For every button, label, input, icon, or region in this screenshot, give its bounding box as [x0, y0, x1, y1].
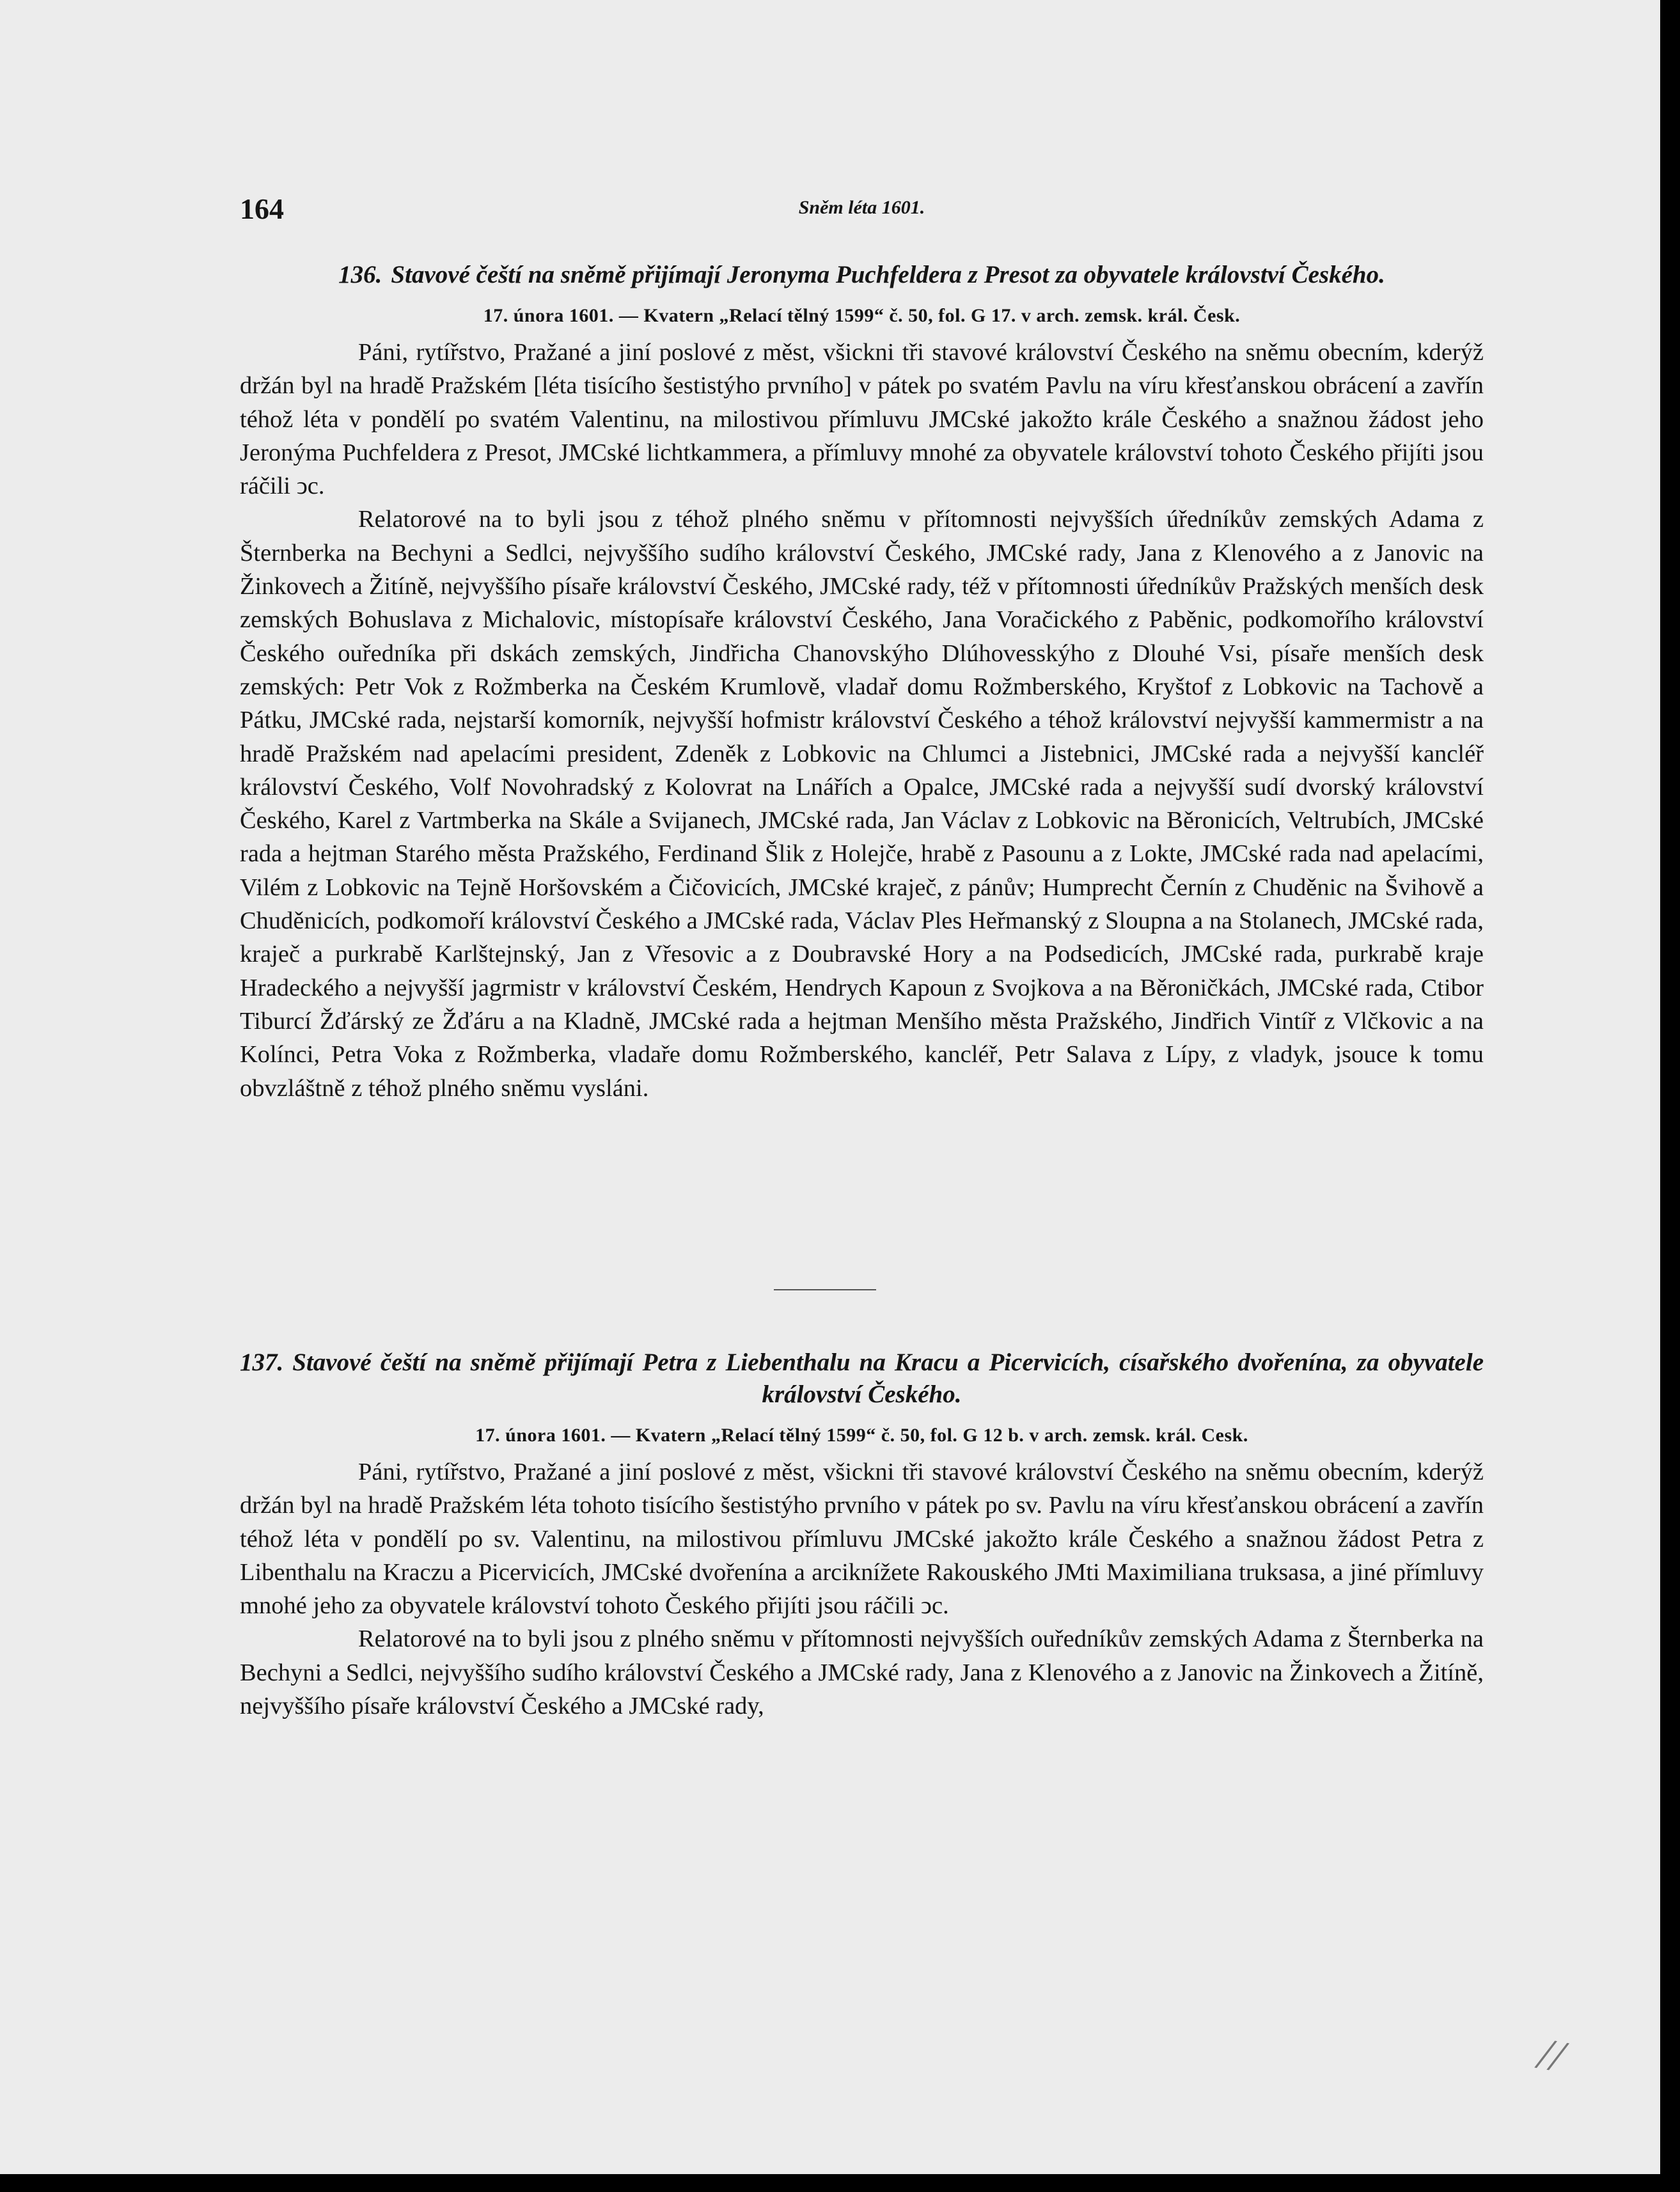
source-note: 17. února 1601. — Kvatern „Relací tělný 1599“ č. 50, fol. G 17. v arch. zemsk. král. Česk.: [483, 305, 1241, 326]
source-note: 17. února 1601. — Kvatern „Relací tělný 1599“ č. 50, fol. G 12 b. v arch. zemsk. král. Cesk.: [475, 1425, 1248, 1446]
page-number: 164: [240, 192, 284, 225]
pencil-mark: //: [1534, 2029, 1568, 2082]
document-136: [240, 259, 1484, 1105]
paragraph: Relatorové na to byli jsou z plného sněmu v přítomnosti nejvyšších ouředníkův zemských Adama z Šternberka na Bechyni a Sedlci, nejvyššího sudího království Českého a JMCské rady, Jana z Klenového a z Janovic na Žinkovech a Žitíně, nejvyššího písaře království Českého a JMCské rady,: [240, 1625, 1484, 1720]
document-title: Stavové čeští na sněmě přijímají Petra z Liebenthalu na Kracu a Picervicích, císařského dvořenína, za obyvatele království Českého.: [292, 1349, 1484, 1408]
paragraph: Páni, rytířstvo, Pražané a jiní poslové z měst, všickni tři stavové království Českého na sněmu obecním, kderýž držán byl na hradě Pražském léta tohoto tisícího šestistýho prvního v pátek po sv. Pavlu na víru křesťanskou obrácení a zavřín téhož léta v pondělí po sv. Valentinu, na milostivou přímluvu JMCské jakožto krále Českého a snažnou žádost Petra z Libenthalu na Kraczu a Picervicích, JMCské dvořenína a arciknížete Rakouského JMti Maximiliana truksasa, a jiné přímluvy mnohé jeho za obyvatele království tohoto Českého přijíti jsou ráčili ͻc.: [240, 1459, 1484, 1620]
paragraph: Páni, rytířstvo, Pražané a jiní poslové z měst, všickni tři stavové království Českého na sněmu obecním, kderýž držán byl na hradě Pražském [léta tisícího šestistýho prvního] v pátek po svatém Pavlu na víru křesťanskou obrácení a zavřín téhož léta v pondělí po svatém Valentinu, na milostivou přímluvu JMCské jakožto krále Českého a snažnou žádost jeho Jeronýma Puchfeldera z Presot, JMCské lichtkammera, a přímluvy mnohé za obyvatele království tohoto Českého přijíti jsou ráčili ͻc.: [240, 339, 1484, 500]
document-heading: [240, 259, 1484, 291]
running-head: Sněm léta 1601.: [798, 197, 925, 218]
document-heading: [240, 1347, 1484, 1411]
document-number: 137.: [240, 1349, 284, 1376]
paragraph: Relatorové na to byli jsou z téhož plného sněmu v přítomnosti nejvyšších úředníkův zemských Adama z Šternberka na Bechyni a Sedlci, nejvyššího sudího království Českého, JMCské rady, Jana z Klenového a z Janovic na Žinkovech a Žitíně, nejvyššího písaře království Českého, JMCské rady, též v přítomnosti úředníkův Pražských menších desk zemských Bohuslava z Michalovic, místopísaře království Českého, Jana Voračického z Paběnic, podkomořího království Českého ouředníka při dskách zemských, Jindřicha Chanovskýho Dlúhovesskýho z Dlouhé Vsi, písaře menších desk zemských: Petr Vok z Rožmberka na Českém Krumlově, vladař domu Rožmberského, Kryštof z Lobkovic na Tachově a Pátku, JMCské rada, nejstarší komorník, nejvyšší hofmistr království Českého a téhož království nejvyšší kammermistr a na hradě Pražském nad apelacími president, Zdeněk z Lobkovic na Chlumci a Jistebnici, JMCské rada a nejvyšší kancléř království Českého, Volf Novohradský z Kolovrat na Lnářích a Opalce, JMCské rada a nejvyšší sudí dvorský království Českého, Karel z Vartmberka na Skále a Svijanech, JMCské rada, Jan Václav z Lobkovic na Běronicích, Veltrubích, JMCské rada a hejtman Starého města Pražského, Ferdinand Šlik z Holejče, hrabě z Pasounu a z Lokte, JMCské rada nad apelacími, Vilém z Lobkovic na Tejně Horšovském a Čičovicích, JMCské kraječ, z pánův; Humprecht Černín z Chuděnic na Švihově a Chuděnicích, podkomoří království Českého a JMCské rada, Václav Ples Heřmanský z Sloupna a na Stolanech, JMCské rada, kraječ a purkrabě Karlštejnský, Jan z Vřesovic a z Doubravské Hory a na Podsedicích, JMCské rada, purkrabě kraje Hradeckého a nejvyšší jagrmistr v království Českém, Hendrych Kapoun z Svojkova a na Běroničkách, JMCské rada, Ctibor Tiburcí Žďárský ze Žďáru a na Kladně, JMCské rada a hejtman Menšího města Pražského, Jindřich Vintíř z Vlčkovic a na Kolínci, Petra Voka z Rožmberka, vladaře domu Rožmberského, kancléř, Petr Salava z Lípy, z vladyk, jsouce k tomu obvzláštně z téhož plného sněmu vysláni.: [240, 506, 1484, 1102]
section-separator: [774, 1289, 876, 1290]
page-header: [240, 192, 1484, 230]
document-number: 136.: [338, 261, 382, 288]
document-137: [240, 1347, 1484, 1723]
document-title: Stavové čeští na sněmě přijímají Jeronyma Puchfeldera z Presot za obyvatele království Českého.: [391, 261, 1385, 288]
